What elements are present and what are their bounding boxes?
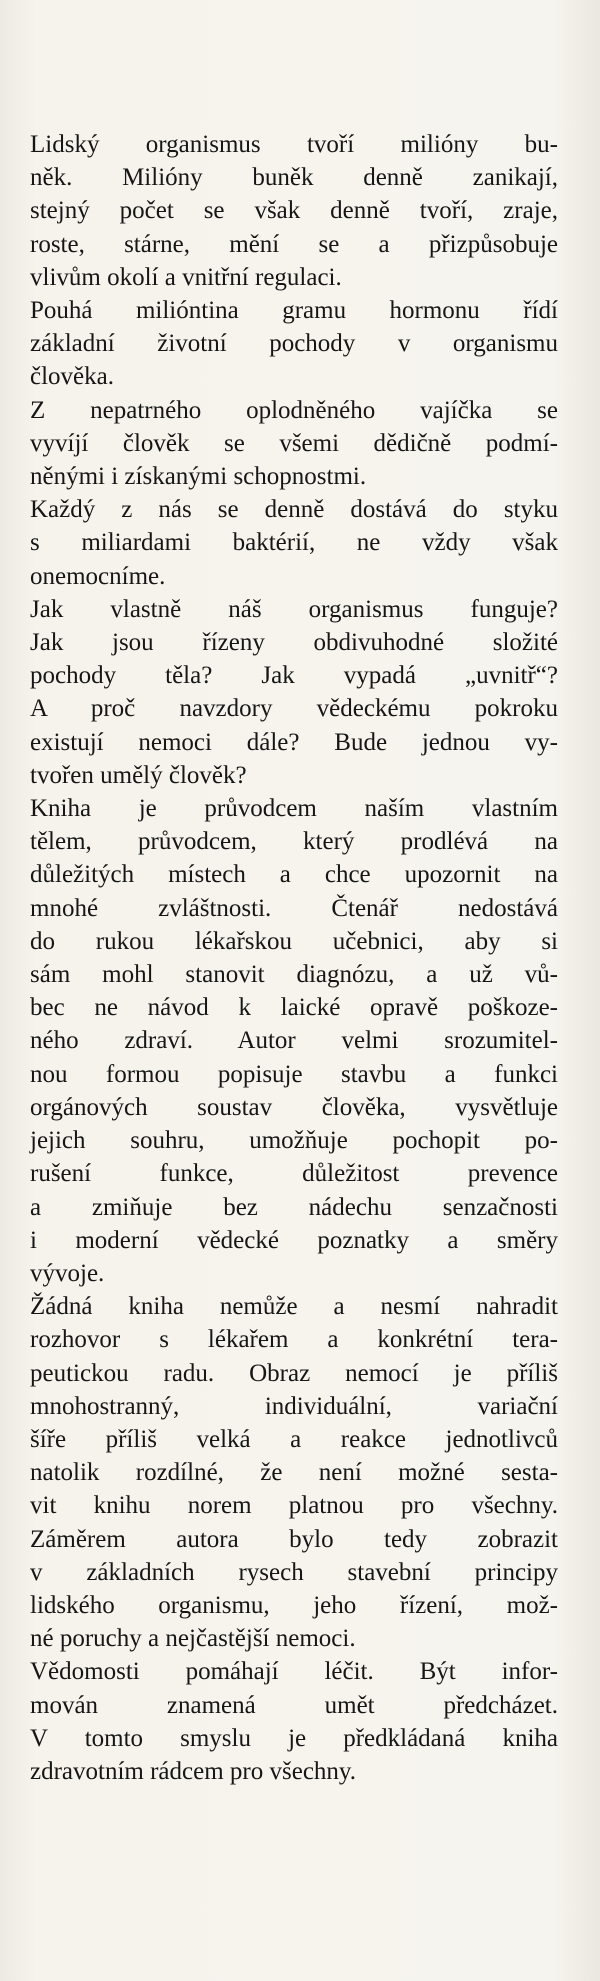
text-line: Pouhá milióntina gramu hormonu řídí (30, 297, 558, 325)
text-line: zdravotním rádcem pro všechny. (30, 1757, 357, 1785)
text-line: vyvíjí člověk se všemi dědičně podmí- (30, 429, 558, 457)
text-line: mován znamená umět předcházet. (30, 1691, 558, 1719)
text-line: rušení funkce, důležitost prevence (30, 1160, 558, 1188)
text-line: V tomto smyslu je předkládaná kniha (30, 1724, 558, 1752)
text-line: jejich souhru, umožňuje pochopit po- (30, 1127, 558, 1155)
text-line: Žádná kniha nemůže a nesmí nahradit (30, 1293, 558, 1321)
text-line: existují nemoci dále? Bude jednou vy- (30, 728, 558, 756)
paragraph-3 (30, 394, 558, 494)
text-line: Jak jsou řízeny obdivuhodné složité (30, 629, 558, 657)
text-line: něk. Milióny buněk denně zanikají, (30, 164, 558, 192)
text-line: lidského organismu, jeho řízení, mož- (30, 1591, 558, 1619)
text-line: Vědomosti pomáhají léčit. Být infor- (30, 1658, 558, 1686)
text-line: mnohostranný, individuální, variační (30, 1392, 558, 1420)
text-line: peutickou radu. Obraz nemocí je příliš (30, 1359, 558, 1387)
text-line: v základních rysech stavební principy (30, 1558, 558, 1586)
text-line: natolik rozdílné, že není možné sesta- (30, 1459, 558, 1487)
paragraph-7 (30, 1290, 558, 1655)
text-line: šíře příliš velká a reakce jednotlivců (30, 1425, 558, 1453)
text-line: nou formou popisuje stavbu a funkci (30, 1060, 558, 1088)
paragraph-8 (30, 1655, 558, 1788)
paragraph-1 (30, 128, 558, 294)
text-line: onemocníme. (30, 562, 166, 590)
text-line: né poruchy a nejčastější nemoci. (30, 1625, 356, 1653)
text-line: důležitých místech a chce upozornit na (30, 861, 558, 889)
text-line: ného zdraví. Autor velmi srozumitel- (30, 1027, 558, 1055)
text-line: s miliardami baktérií, ne vždy však (30, 529, 558, 557)
text-line: sám mohl stanovit diagnózu, a už vů- (30, 961, 558, 989)
text-line: člověka. (30, 363, 114, 391)
text-line: tělem, průvodcem, který prodlévá na (30, 828, 558, 856)
text-line: vlivům okolí a vnitřní regulaci. (30, 263, 342, 291)
paragraph-6 (30, 792, 558, 1290)
text-line: bec ne návod k laické opravě poškoze- (30, 994, 558, 1022)
text-line: něnými i získanými schopnostmi. (30, 463, 367, 491)
text-line: vit knihu norem platnou pro všechny. (30, 1492, 558, 1520)
text-line: Z nepatrného oplodněného vajíčka se (30, 396, 558, 424)
text-line: mnohé zvláštnosti. Čtenář nedostává (30, 894, 558, 922)
text-line: rozhovor s lékařem a konkrétní tera- (30, 1326, 558, 1354)
text-line: pochody těla? Jak vypadá „uvnitř“? (30, 662, 558, 690)
paragraph-2 (30, 294, 558, 394)
blurb-text (30, 128, 558, 1788)
text-line: tvořen umělý člověk? (30, 761, 247, 789)
text-line: do rukou lékařskou učebnici, aby si (30, 927, 558, 955)
text-line: základní životní pochody v organismu (30, 330, 558, 358)
text-line: Každý z nás se denně dostává do styku (30, 496, 558, 524)
text-line: vývoje. (30, 1259, 105, 1287)
text-line: Záměrem autora bylo tedy zobrazit (30, 1525, 558, 1553)
text-line: Kniha je průvodcem naším vlastním (30, 795, 558, 823)
text-line: A proč navzdory vědeckému pokroku (30, 695, 558, 723)
text-line: i moderní vědecké poznatky a směry (30, 1226, 558, 1254)
paragraph-5 (30, 593, 558, 792)
text-line: Lidský organismus tvoří milióny bu- (30, 131, 558, 158)
text-line: stejný počet se však denně tvoří, zraje, (30, 197, 558, 225)
text-line: roste, stárne, mění se a přizpůsobuje (30, 230, 558, 258)
text-line: Jak vlastně náš organismus funguje? (30, 595, 558, 623)
paragraph-4 (30, 493, 558, 593)
text-line: a zmiňuje bez nádechu senzačnosti (30, 1193, 558, 1221)
text-line: orgánových soustav člověka, vysvětluje (30, 1093, 558, 1121)
